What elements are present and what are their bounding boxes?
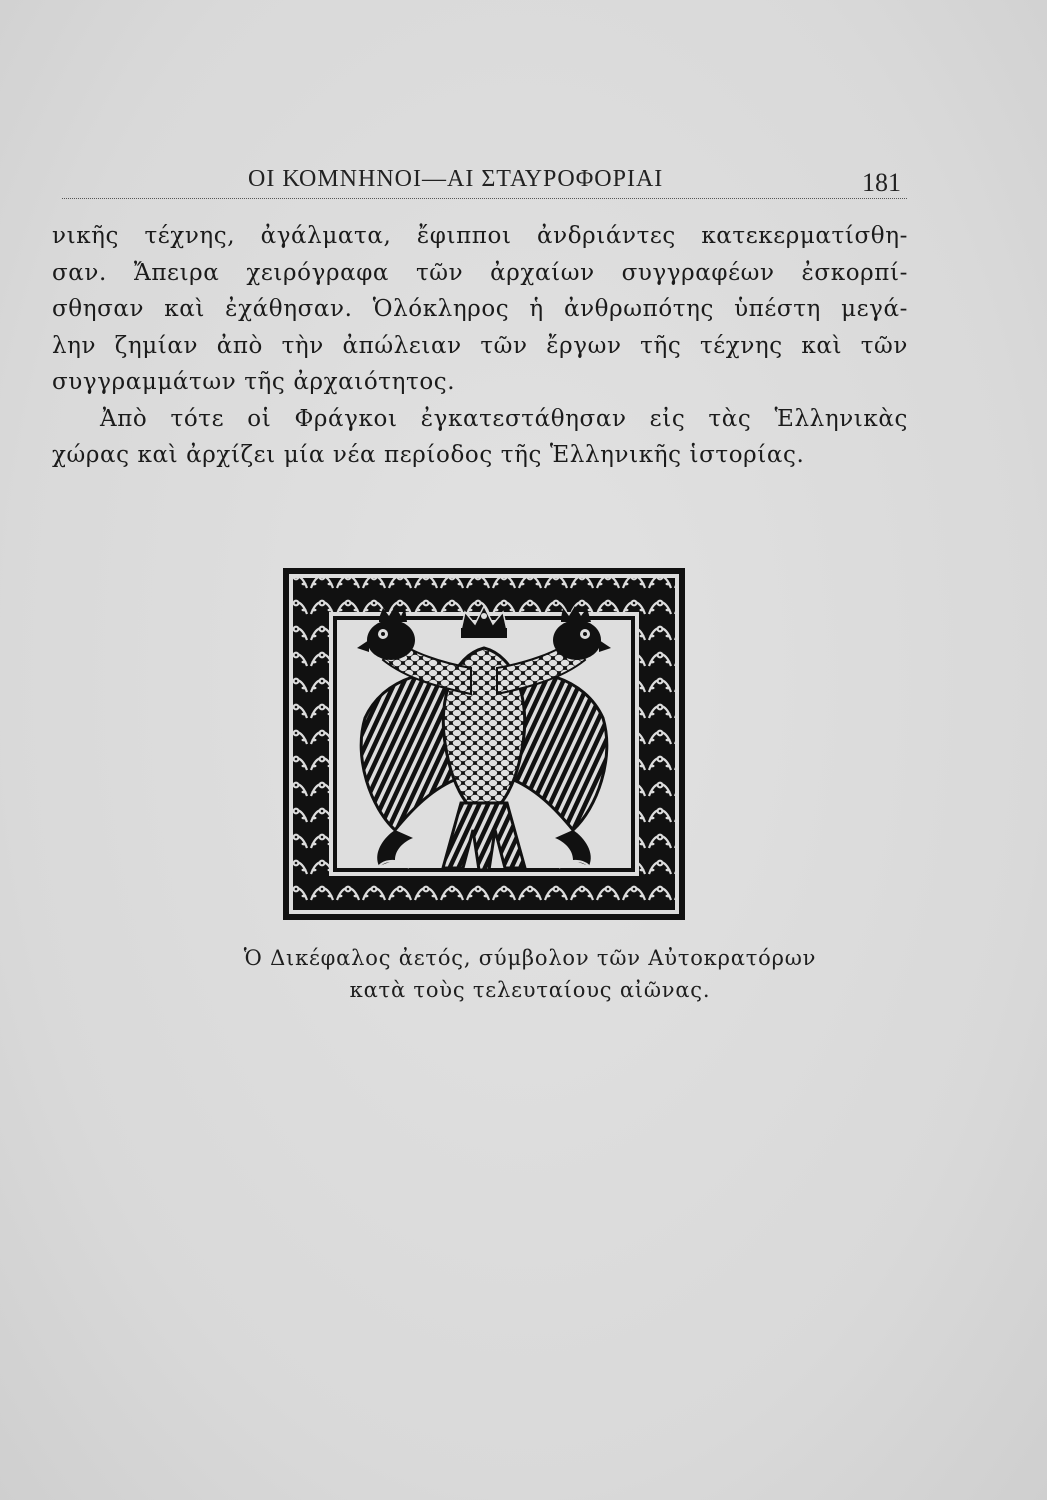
figure-caption — [150, 942, 910, 1006]
page-number: 181 — [862, 168, 901, 197]
double-headed-eagle-icon — [283, 568, 685, 920]
body-text — [52, 218, 908, 474]
text-line: λην ζημίαν ἀπὸ τὴν ἀπώλειαν τῶν ἔργων τῆς τέχνης καὶ τῶν — [52, 332, 908, 359]
caption-line: κατὰ τοὺς τελευταίους αἰῶνας. — [349, 978, 711, 1002]
text-line: συγγραμμάτων τῆς ἀρχαιότητος. — [52, 369, 456, 395]
running-head: ΟΙ ΚΟΜΝΗΝΟΙ—ΑΙ ΣΤΑΥΡΟΦΟΡΙΑΙ — [248, 166, 664, 192]
text-line: Ἀπὸ τότε οἱ Φράγκοι ἐγκατεστάθησαν εἰς τὰς Ἑλληνικὰς — [100, 405, 908, 432]
page-header — [62, 160, 907, 204]
caption-line: Ὁ Δικέφαλος ἀετός, σύμβολον τῶν Αὐτοκρατόρων — [243, 946, 817, 970]
header-rule — [62, 198, 907, 199]
text-line: χώρας καὶ ἀρχίζει μία νέα περίοδος τῆς Ἑλληνικῆς ἱστορίας. — [52, 442, 805, 468]
text-line: σαν. Ἄπειρα χειρόγραφα τῶν ἀρχαίων συγγραφέων ἐσκορπί- — [52, 259, 908, 286]
text-line: σθησαν καὶ ἐχάθησαν. Ὁλόκληρος ἡ ἀνθρωπότης ὑπέστη μεγά- — [52, 296, 908, 322]
text-line: νικῆς τέχνης, ἀγάλματα, ἔφιπποι ἀνδριάντες κατεκερματίσθη- — [52, 223, 908, 249]
